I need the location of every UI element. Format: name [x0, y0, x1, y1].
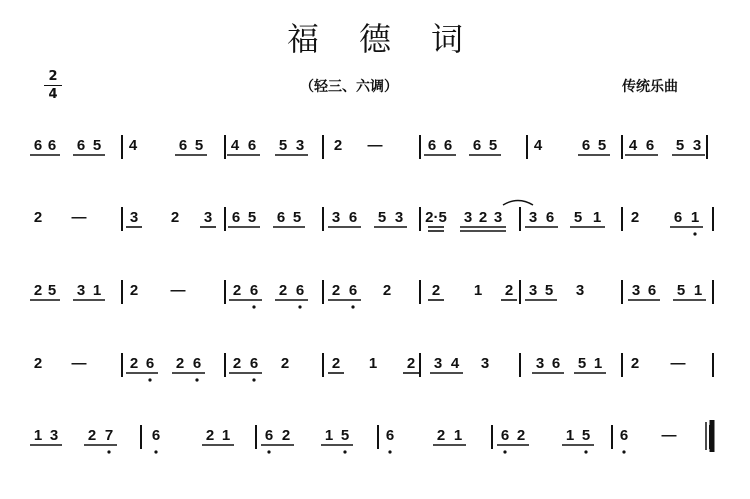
- note: 2: [232, 282, 242, 299]
- tie-arc: [503, 201, 533, 206]
- note: 4: [128, 137, 138, 154]
- note: 5: [573, 209, 583, 226]
- note: 2: [406, 355, 416, 372]
- note: 2: [175, 355, 185, 372]
- note: 2: [129, 282, 139, 299]
- note: 6: [500, 427, 510, 444]
- note: 3: [631, 282, 641, 299]
- note: 5: [675, 137, 685, 154]
- octave-dot: [252, 305, 255, 308]
- note: 1: [368, 355, 378, 372]
- note: 6: [247, 137, 257, 154]
- note: 6: [472, 137, 482, 154]
- time-signature-denominator: 4: [48, 87, 58, 102]
- note: 2: [87, 427, 97, 444]
- octave-dot: [343, 450, 346, 453]
- note: 2: [278, 282, 288, 299]
- note: 1: [592, 209, 602, 226]
- octave-dot: [252, 378, 255, 381]
- note: —: [71, 355, 87, 372]
- note: 2: [33, 282, 43, 299]
- octave-dot: [622, 450, 625, 453]
- note: 5: [544, 282, 554, 299]
- note: 1: [593, 355, 603, 372]
- note: 5: [292, 209, 302, 226]
- note: 2: [281, 427, 291, 444]
- note: 5: [47, 282, 57, 299]
- note: 2: [331, 355, 341, 372]
- note: 3: [528, 209, 538, 226]
- note: 6: [249, 355, 259, 372]
- note: 3: [49, 427, 59, 444]
- note: 2: [504, 282, 514, 299]
- note: 6: [385, 427, 395, 444]
- note: 2: [170, 209, 180, 226]
- note: 6: [76, 137, 86, 154]
- note: 1: [33, 427, 43, 444]
- note: 5: [577, 355, 587, 372]
- octave-dot: [148, 378, 151, 381]
- note: 3: [331, 209, 341, 226]
- note: 5: [340, 427, 350, 444]
- time-signature-numerator: 2: [48, 69, 58, 84]
- octave-dot: [388, 450, 391, 453]
- note: 6: [443, 137, 453, 154]
- note: 6: [264, 427, 274, 444]
- octave-dot: [693, 232, 696, 235]
- note: 2: [33, 209, 43, 226]
- note: 6: [348, 209, 358, 226]
- note: 6: [645, 137, 655, 154]
- octave-dot: [584, 450, 587, 453]
- note: 2: [205, 427, 215, 444]
- note: 6: [145, 355, 155, 372]
- note: 6: [192, 355, 202, 372]
- note: 3: [528, 282, 538, 299]
- note: 6: [545, 209, 555, 226]
- note: 5: [488, 137, 498, 154]
- note: 6: [178, 137, 188, 154]
- note: 4: [450, 355, 460, 372]
- note: 6: [151, 427, 161, 444]
- note: 2·5: [425, 209, 447, 226]
- note: 4: [533, 137, 543, 154]
- note: 3: [575, 282, 585, 299]
- note: 4: [230, 137, 240, 154]
- note: 6: [619, 427, 629, 444]
- note: —: [367, 137, 383, 154]
- note: 3: [295, 137, 305, 154]
- note: 3: [203, 209, 213, 226]
- note: 2: [232, 355, 242, 372]
- note: 3: [129, 209, 139, 226]
- note: 6: [249, 282, 259, 299]
- octave-dot: [351, 305, 354, 308]
- composer-label: 传统乐曲: [622, 79, 678, 95]
- note: 6: [647, 282, 657, 299]
- octave-dot: [154, 450, 157, 453]
- note: 1: [693, 282, 703, 299]
- note: 5: [92, 137, 102, 154]
- note: 5: [247, 209, 257, 226]
- note: 6: [47, 137, 57, 154]
- octave-dot: [195, 378, 198, 381]
- note: —: [71, 209, 87, 226]
- note: 3: [692, 137, 702, 154]
- note: 5: [278, 137, 288, 154]
- note: 5: [377, 209, 387, 226]
- note: 2: [331, 282, 341, 299]
- note: 1: [221, 427, 231, 444]
- note: 3: [433, 355, 443, 372]
- note: 2: [630, 209, 640, 226]
- note: 4: [628, 137, 638, 154]
- note: 6: [348, 282, 358, 299]
- note: 5: [194, 137, 204, 154]
- note: 3: [493, 209, 503, 226]
- note: —: [170, 282, 186, 299]
- note: 6: [551, 355, 561, 372]
- note: 7: [104, 427, 114, 444]
- note: 2: [431, 282, 441, 299]
- note: 2: [516, 427, 526, 444]
- octave-dot: [503, 450, 506, 453]
- note: —: [670, 355, 686, 372]
- note: 6: [295, 282, 305, 299]
- note: 1: [690, 209, 700, 226]
- note: 6: [673, 209, 683, 226]
- note: 6: [581, 137, 591, 154]
- note: 3: [394, 209, 404, 226]
- note: 2: [382, 282, 392, 299]
- note: 2: [630, 355, 640, 372]
- note: 6: [427, 137, 437, 154]
- octave-dot: [267, 450, 270, 453]
- note: —: [661, 427, 677, 444]
- note: 2: [333, 137, 343, 154]
- note: 5: [676, 282, 686, 299]
- octave-dot: [298, 305, 301, 308]
- octave-dot: [107, 450, 110, 453]
- note: 1: [453, 427, 463, 444]
- note: 1: [473, 282, 483, 299]
- note: 5: [581, 427, 591, 444]
- note: 1: [324, 427, 334, 444]
- note: 2: [280, 355, 290, 372]
- page-title: 福德词: [286, 20, 503, 58]
- note: 3: [535, 355, 545, 372]
- note: 2: [478, 209, 488, 226]
- note: 6: [33, 137, 43, 154]
- note: 6: [231, 209, 241, 226]
- note: 3: [76, 282, 86, 299]
- note: 1: [565, 427, 575, 444]
- mode-label: （轻三、六调）: [300, 79, 398, 95]
- note: 2: [33, 355, 43, 372]
- note: 2: [436, 427, 446, 444]
- note: 6: [276, 209, 286, 226]
- note: 1: [92, 282, 102, 299]
- note: 3: [480, 355, 490, 372]
- note: 2: [129, 355, 139, 372]
- note: 3: [463, 209, 473, 226]
- note: 5: [597, 137, 607, 154]
